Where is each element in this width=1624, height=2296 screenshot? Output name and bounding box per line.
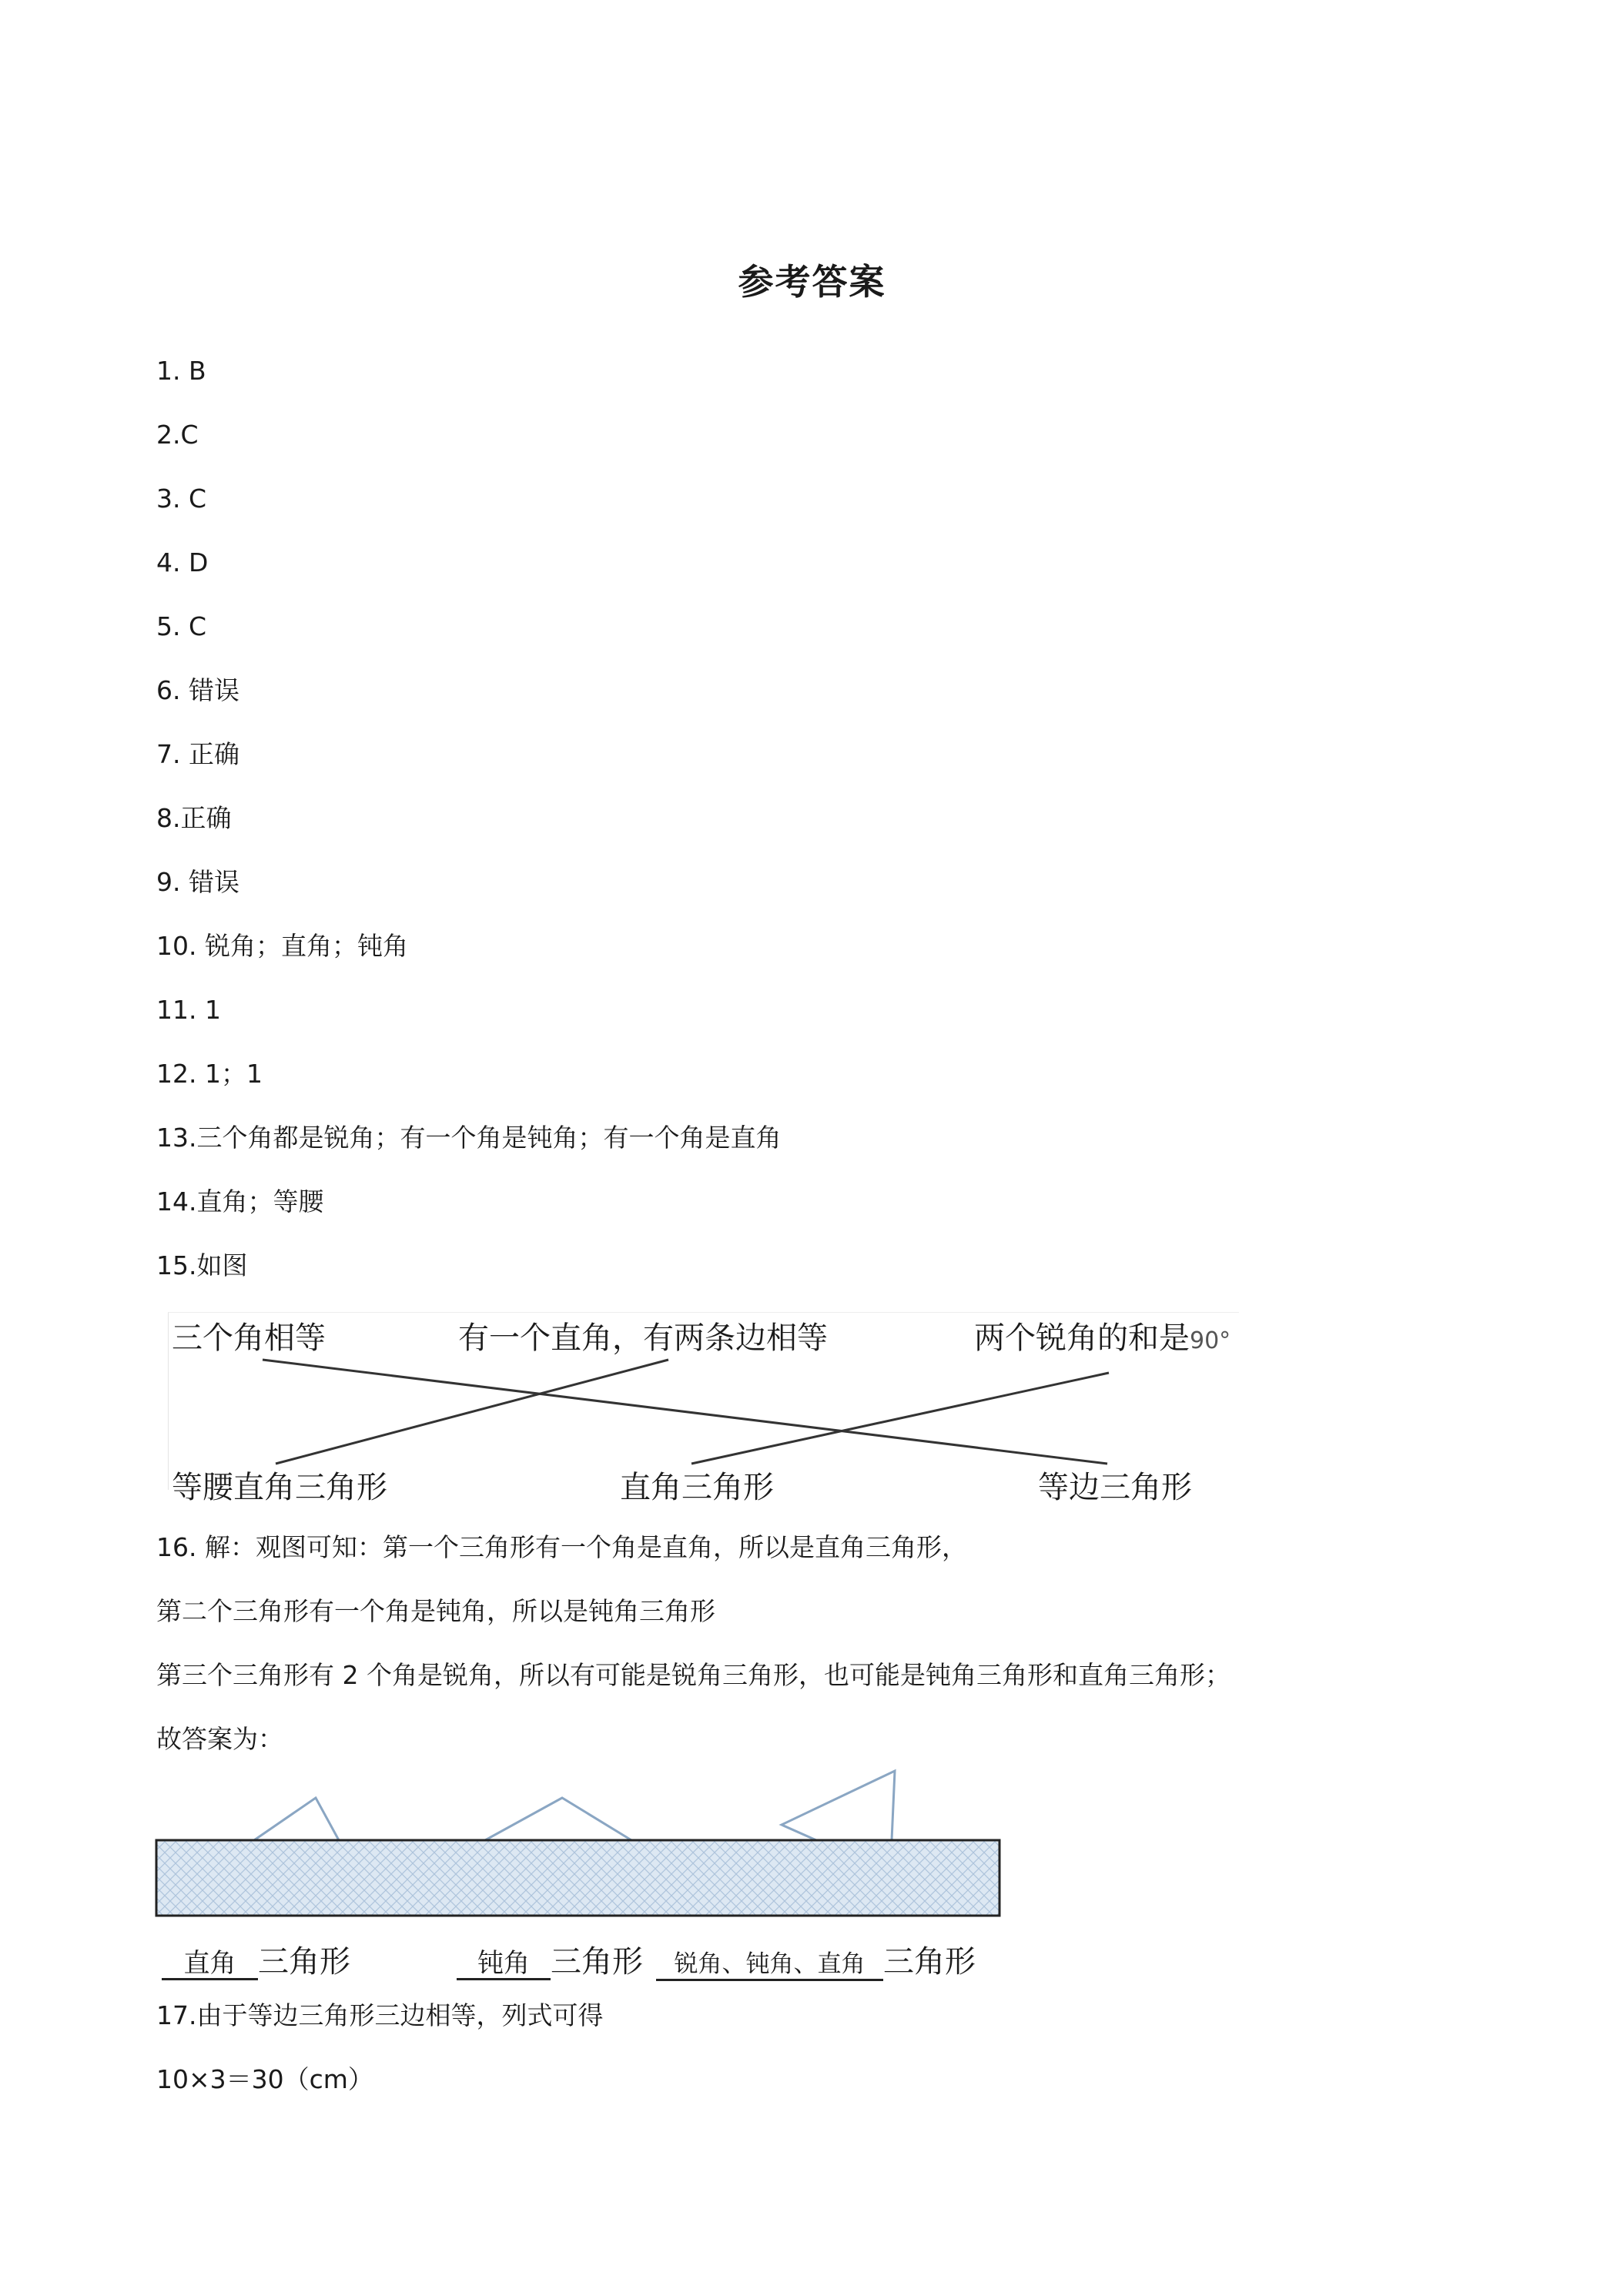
q16-line-3: 第三个三角形有 2 个角是锐角，所以有可能是锐角三角形，也可能是钝角三角形和直角三角形； bbox=[156, 1660, 1231, 1690]
answer-6: 6. 错误 bbox=[156, 675, 239, 705]
answer-8: 8.正确 bbox=[156, 803, 232, 833]
answer-5: 5. C bbox=[156, 611, 207, 641]
top-label-acute-sum bbox=[974, 1314, 1231, 1357]
top-label-right-two-sides: 有一个直角，有两条边相等 bbox=[458, 1320, 828, 1356]
q15-matching-diagram bbox=[168, 1300, 1246, 1508]
degree-label: 90° bbox=[1190, 1327, 1231, 1354]
suffix-3: 三角形 bbox=[883, 1944, 976, 1980]
answer-11: 11. 1 bbox=[156, 995, 221, 1025]
blank-2: 钝角 bbox=[457, 1949, 551, 1980]
fill-answer-1 bbox=[162, 1937, 350, 1981]
match-line-right-isosceles bbox=[276, 1360, 668, 1464]
answer-13: 13.三个角都是锐角；有一个角是钝角；有一个角是直角 bbox=[156, 1123, 782, 1153]
bottom-label-right-triangle: 直角三角形 bbox=[620, 1470, 774, 1505]
page-title: 参考答案 bbox=[738, 261, 886, 303]
q16-triangle-diagram bbox=[154, 1755, 1016, 1986]
q17-line-1: 17.由于等边三角形三边相等，列式可得 bbox=[156, 2000, 604, 2030]
triangle-obtuse bbox=[485, 1798, 631, 1840]
answer-4: 4. D bbox=[156, 547, 209, 577]
answer-9: 9. 错误 bbox=[156, 867, 239, 897]
q16-line-2: 第二个三角形有一个角是钝角，所以是钝角三角形 bbox=[156, 1596, 715, 1626]
match-line-equal-angles bbox=[263, 1360, 1107, 1464]
q16-line-1: 16. 解：观图可知：第一个三角形有一个角是直角，所以是直角三角形， bbox=[156, 1532, 967, 1562]
answer-2: 2.C bbox=[156, 420, 199, 450]
answer-7: 7. 正确 bbox=[156, 739, 239, 769]
top-label-equal-angles: 三个角相等 bbox=[172, 1320, 326, 1356]
covering-card bbox=[156, 1840, 1000, 1916]
blank-1: 直角 bbox=[162, 1949, 258, 1980]
triangle-right bbox=[254, 1798, 339, 1840]
bottom-label-equilateral: 等边三角形 bbox=[1038, 1470, 1192, 1505]
blank-3: 锐角、钝角、直角 bbox=[656, 1950, 883, 1981]
fill-answer-3 bbox=[656, 1937, 976, 1981]
triangle-acute-angles bbox=[782, 1771, 895, 1840]
suffix-1: 三角形 bbox=[258, 1944, 350, 1980]
suffix-2: 三角形 bbox=[551, 1944, 643, 1980]
fill-answer-2 bbox=[457, 1937, 643, 1981]
match-line-acute-sum bbox=[691, 1373, 1109, 1464]
answer-1: 1. B bbox=[156, 356, 206, 386]
acute-sum-text: 两个锐角的和是 bbox=[974, 1320, 1190, 1356]
answer-10: 10. 锐角；直角；钝角 bbox=[156, 931, 408, 961]
q16-line-4: 故答案为： bbox=[156, 1724, 283, 1754]
answer-14: 14.直角；等腰 bbox=[156, 1186, 324, 1217]
answer-12: 12. 1；1 bbox=[156, 1059, 263, 1089]
q17-line-2: 10×3＝30（cm） bbox=[156, 2064, 373, 2094]
answer-15: 15.如图 bbox=[156, 1250, 248, 1280]
bottom-label-right-isosceles: 等腰直角三角形 bbox=[172, 1470, 387, 1505]
answer-3: 3. C bbox=[156, 484, 207, 514]
